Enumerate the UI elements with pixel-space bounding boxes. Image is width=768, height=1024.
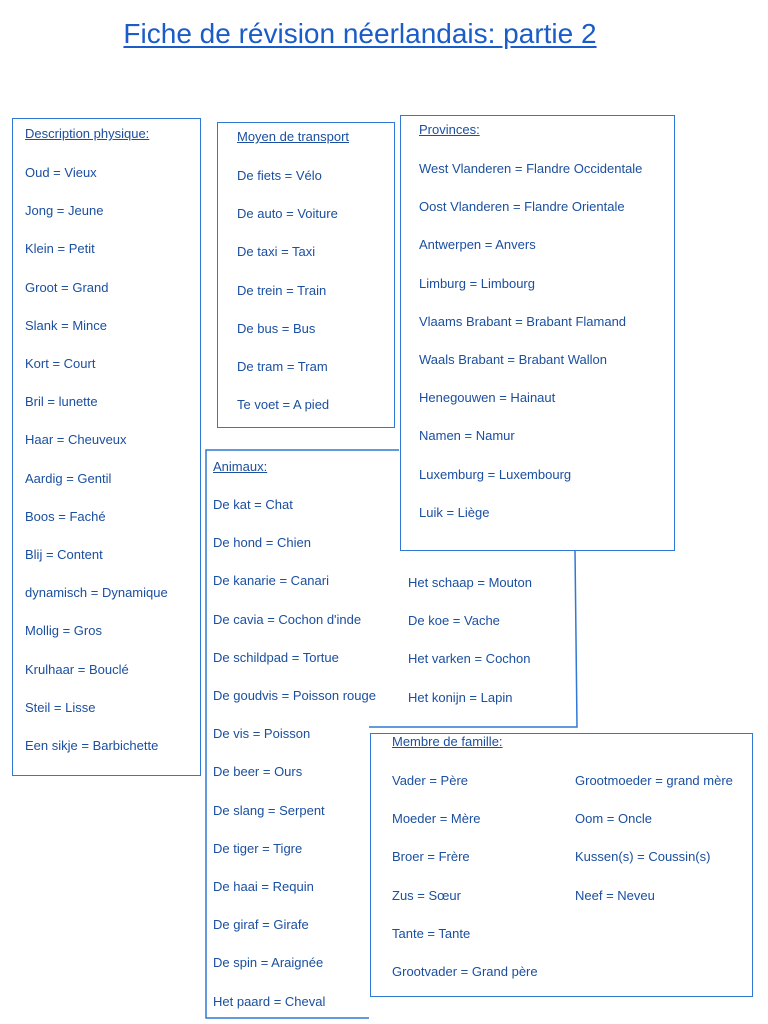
vocab-item: Klein = Petit bbox=[25, 241, 95, 257]
vocab-item: Grootmoeder = grand mère bbox=[575, 773, 733, 788]
famille-heading: Membre de famille: bbox=[392, 734, 503, 749]
vocab-item: De cavia = Cochon d'inde bbox=[213, 611, 362, 627]
description-physique-heading: Description physique: bbox=[25, 126, 150, 141]
vocab-item: De tiger = Tigre bbox=[213, 840, 303, 856]
vocab-item: Mollig = Gros bbox=[25, 623, 102, 639]
vocab-item: Te voet = A pied bbox=[237, 397, 330, 413]
vocab-item: Zus = Sœur bbox=[392, 887, 461, 903]
vocab-item: De haai = Requin bbox=[213, 879, 314, 894]
vocab-item: De slang = Serpent bbox=[213, 802, 325, 818]
vocab-item: De auto = Voiture bbox=[237, 206, 338, 222]
provinces-box bbox=[400, 115, 675, 551]
vocab-item: De vis = Poisson bbox=[213, 726, 311, 742]
vocab-item: De schildpad = Tortue bbox=[213, 649, 339, 665]
vocab-item: De koe = Vache bbox=[408, 613, 500, 629]
vocab-item: Aardig = Gentil bbox=[25, 470, 112, 486]
vocab-item: De taxi = Taxi bbox=[237, 244, 316, 260]
vocab-item: Het konijn = Lapin bbox=[408, 689, 513, 705]
vocab-item: Steil = Lisse bbox=[25, 699, 96, 715]
vocab-item: Haar = Cheuveux bbox=[25, 432, 127, 448]
transport-heading: Moyen de transport bbox=[237, 129, 350, 144]
vocab-item: De hond = Chien bbox=[213, 535, 311, 551]
vocab-item: De bus = Bus bbox=[237, 320, 316, 336]
animaux-heading: Animaux: bbox=[213, 459, 268, 474]
vocab-item: De tram = Tram bbox=[237, 359, 328, 374]
vocab-item: De spin = Araignée bbox=[213, 955, 324, 971]
vocab-item: Broer = Frère bbox=[392, 849, 470, 865]
vocab-item: Luik = Liège bbox=[419, 504, 490, 520]
vocab-item: Limburg = Limbourg bbox=[419, 275, 535, 291]
vocab-item: Boos = Faché bbox=[25, 508, 106, 524]
vocab-item: Waals Brabant = Brabant Wallon bbox=[419, 352, 607, 367]
vocab-item: Het schaap = Mouton bbox=[408, 575, 532, 590]
vocab-item: Het varken = Cochon bbox=[408, 651, 531, 667]
provinces-heading: Provinces: bbox=[419, 122, 480, 137]
vocab-item: Henegouwen = Hainaut bbox=[419, 390, 556, 406]
vocab-item: Slank = Mince bbox=[25, 317, 108, 333]
vocab-item: Krulhaar = Bouclé bbox=[25, 661, 129, 677]
vocab-item: Grootvader = Grand père bbox=[392, 964, 538, 979]
vocab-item: Oom = Oncle bbox=[575, 811, 652, 827]
vocab-item: Vader = Père bbox=[392, 773, 469, 788]
vocab-item: De giraf = Girafe bbox=[213, 917, 309, 933]
vocab-item: Oost Vlanderen = Flandre Orientale bbox=[419, 199, 625, 215]
vocab-item: De fiets = Vélo bbox=[237, 168, 322, 183]
vocab-item: Tante = Tante bbox=[392, 925, 471, 941]
vocab-item: Oud = Vieux bbox=[25, 165, 97, 180]
vocab-item: dynamisch = Dynamique bbox=[25, 585, 168, 601]
vocab-item: Jong = Jeune bbox=[25, 203, 104, 219]
vocab-item: Groot = Grand bbox=[25, 279, 109, 295]
vocab-item: De beer = Ours bbox=[213, 764, 303, 780]
vocab-item: Neef = Neveu bbox=[575, 887, 655, 903]
vocab-item: Bril = lunette bbox=[25, 394, 98, 410]
page-title: Fiche de révision néerlandais: partie 2 bbox=[123, 18, 597, 49]
vocab-item: Vlaams Brabant = Brabant Flamand bbox=[419, 313, 627, 329]
vocab-item: Kort = Court bbox=[25, 356, 96, 371]
vocab-item: Antwerpen = Anvers bbox=[419, 237, 536, 253]
vocab-item: Moeder = Mère bbox=[392, 811, 481, 827]
vocab-item: Blij = Content bbox=[25, 547, 103, 562]
vocab-item: Het paard = Cheval bbox=[213, 993, 326, 1009]
vocab-item: De kanarie = Canari bbox=[213, 573, 329, 589]
vocab-item: Namen = Namur bbox=[419, 428, 515, 444]
vocab-item: Luxemburg = Luxembourg bbox=[419, 466, 572, 482]
vocab-item: Kussen(s) = Coussin(s) bbox=[575, 849, 711, 865]
vocab-item: Een sikje = Barbichette bbox=[25, 738, 159, 753]
vocab-item: De goudvis = Poisson rouge bbox=[213, 688, 376, 703]
vocab-item: De trein = Train bbox=[237, 282, 327, 298]
vocab-item: West Vlanderen = Flandre Occidentale bbox=[419, 161, 643, 176]
vocab-item: De kat = Chat bbox=[213, 497, 293, 512]
